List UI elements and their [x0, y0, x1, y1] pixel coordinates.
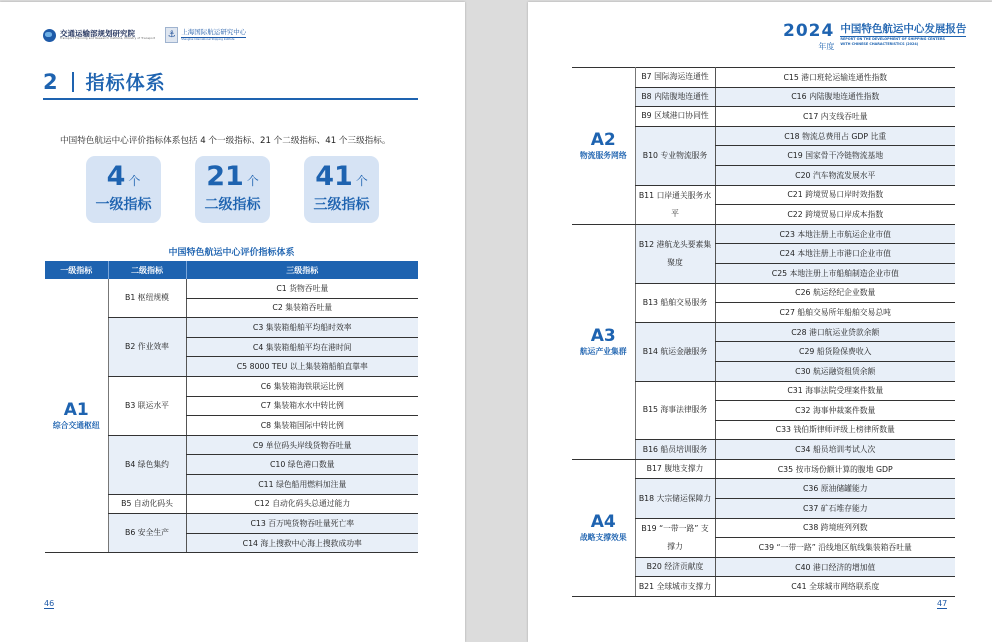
- report-title-en-2: WITH CHINESE CHARACTERISTICS (2024): [840, 42, 919, 46]
- c-cell: C21 跨境贸易口岸时效指数: [715, 185, 955, 205]
- stat-label: 二级指标: [204, 197, 261, 213]
- b-cell: B5 自动化码头: [108, 494, 186, 514]
- b-cell: B14 航运金融服务: [635, 322, 715, 381]
- chapter-divider: [72, 72, 74, 92]
- c-cell: C39 “一带一路” 沿线地区航线集装箱吞吐量: [715, 538, 955, 558]
- b-cell: B19 “一带一路” 支撑力: [635, 518, 715, 557]
- logo2-title: 上海国际航运研究中心: [181, 28, 247, 37]
- a-code: A1: [63, 399, 89, 420]
- c-cell: C26 航运经纪企业数量: [715, 283, 955, 303]
- table-header-row: [45, 261, 418, 279]
- table-title: 中国特色航运中心评价指标体系: [168, 248, 295, 258]
- intro-text: 中国特色航运中心评价指标体系包括 4 个一级指标、21 个二级指标、41 个三级指标。: [60, 136, 391, 146]
- chapter-title: 指标体系: [85, 72, 166, 94]
- a-name: 航运产业集群: [579, 346, 627, 356]
- b-cell: B8 内陆腹地连通性: [635, 87, 715, 107]
- b-cell: B4 绿色集约: [108, 435, 186, 494]
- a-code: A3: [590, 325, 616, 346]
- stat-value: 41: [315, 161, 353, 192]
- stat-unit: 个: [246, 174, 259, 188]
- c-cell: C33 钱伯斯律师评级上榜律所数量: [715, 420, 955, 440]
- report-header: [783, 22, 966, 52]
- stat-unit: 个: [128, 174, 141, 188]
- c-cell: C13 百万吨货物吞吐量死亡率: [186, 514, 418, 534]
- b-cell: B7 国际海运连通性: [635, 68, 715, 88]
- c-cell: C41 全球城市网络联系度: [715, 577, 955, 597]
- c-cell: C5 8000 TEU 以上集装箱船舶直靠率: [186, 357, 418, 377]
- b-cell: B12 港航龙头要素集聚度: [635, 224, 715, 283]
- b-cell: B6 安全生产: [108, 514, 186, 553]
- stat-level2: [195, 156, 270, 223]
- c-cell: C38 跨境班列列数: [715, 518, 955, 538]
- header-level3: 三级指标: [186, 261, 418, 279]
- c-cell: C6 集装箱海铁联运比例: [186, 376, 418, 396]
- stat-level3: [304, 156, 379, 223]
- c-cell: C35 按市场份额计算的腹地 GDP: [715, 459, 955, 479]
- report-year: 2024: [783, 21, 835, 41]
- c-cell: C20 汽车物流发展水平: [715, 165, 955, 185]
- c-cell: C30 航运融资租赁余额: [715, 361, 955, 381]
- a-code: A4: [590, 511, 616, 532]
- c-cell: C16 内陆腹地连通性指数: [715, 87, 955, 107]
- c-cell: C15 港口班轮运输连通性指数: [715, 68, 955, 88]
- b-cell: B13 船舶交易服务: [635, 283, 715, 322]
- table-row: [572, 68, 955, 88]
- report-title: 中国特色航运中心发展报告: [840, 23, 967, 35]
- indicator-table-left: [45, 261, 418, 553]
- logo-sisi: [165, 27, 246, 43]
- logo2-subtitle: Shanghai International Shipping Institute: [181, 37, 235, 41]
- c-cell: C3 集装箱船舶平均船时效率: [186, 318, 418, 338]
- page-left: [0, 2, 465, 642]
- c-cell: C12 自动化码头总通过能力: [186, 494, 418, 514]
- c-cell: C28 港口航运业贷款余额: [715, 322, 955, 342]
- c-cell: C1 货物吞吐量: [186, 279, 418, 298]
- c-cell: C23 本地注册上市航运企业市值: [715, 224, 955, 244]
- logo-tpri: [43, 29, 155, 42]
- c-cell: C11 绿色船用燃料加注量: [186, 474, 418, 494]
- indicator-table-right: [572, 67, 955, 597]
- stat-label: 一级指标: [95, 197, 152, 213]
- chapter-heading: [43, 68, 166, 95]
- a-name: 战略支撑效果: [579, 532, 627, 542]
- b-cell: B20 经济贡献度: [635, 557, 715, 577]
- page-number-right: 47: [937, 599, 948, 608]
- table-row: [572, 459, 955, 479]
- c-cell: C19 国家骨干冷链物流基地: [715, 146, 955, 166]
- a1-cell: [45, 279, 108, 553]
- c-cell: C40 港口经济的增加值: [715, 557, 955, 577]
- c-cell: C14 海上搜救中心海上搜救成功率: [186, 533, 418, 553]
- c-cell: C29 船货险保费收入: [715, 342, 955, 362]
- a-name: 综合交通枢纽: [52, 420, 100, 430]
- table-row: [45, 279, 418, 298]
- b-cell: B10 专业物流服务: [635, 126, 715, 185]
- report-year-suffix: 年度: [818, 42, 835, 51]
- b-cell: B18 大宗储运保障力: [635, 479, 715, 518]
- c-cell: C22 跨境贸易口岸成本指数: [715, 205, 955, 225]
- c-cell: C37 矿石堆存能力: [715, 499, 955, 519]
- anchor-logo-icon: ⚓: [165, 27, 178, 43]
- c-cell: C9 单位码头岸线货物吞吐量: [186, 435, 418, 455]
- b-cell: B3 联运水平: [108, 376, 186, 435]
- stat-level1: [86, 156, 161, 223]
- header-level1: 一级指标: [45, 261, 108, 279]
- c-cell: C36 原油储罐能力: [715, 479, 955, 499]
- a4-cell: [572, 459, 635, 596]
- header-logos: [43, 27, 246, 43]
- c-cell: C17 内支线吞吐量: [715, 107, 955, 127]
- c-cell: C4 集装箱船舶平均在港时间: [186, 337, 418, 357]
- c-cell: C18 物流总费用占 GDP 比重: [715, 126, 955, 146]
- stat-unit: 个: [355, 174, 368, 188]
- b-cell: B16 船员培训服务: [635, 440, 715, 460]
- table-row: [572, 224, 955, 244]
- logo1-title: 交通运输部规划研究院: [60, 28, 135, 38]
- chapter-rule: [43, 98, 418, 100]
- a2-cell: [572, 68, 635, 225]
- a-code: A2: [590, 129, 616, 150]
- report-title-en-1: REPORT ON THE DEVELOPMENT OF SHIPPING CENTERS: [840, 37, 945, 41]
- stat-value: 4: [106, 161, 126, 192]
- c-cell: C2 集装箱吞吐量: [186, 298, 418, 318]
- c-cell: C25 本地注册上市船舶制造企业市值: [715, 263, 955, 283]
- a3-cell: [572, 224, 635, 459]
- chapter-number: 2: [43, 69, 58, 94]
- c-cell: C8 集装箱国际中转比例: [186, 416, 418, 436]
- globe-logo-icon: [43, 29, 56, 42]
- header-level2: 二级指标: [108, 261, 186, 279]
- b-cell: B17 腹地支撑力: [635, 459, 715, 479]
- a-name: 物流服务网络: [579, 150, 627, 160]
- logo1-subtitle: Transport Planning and Research Institute, Ministry of Transport: [60, 37, 156, 41]
- b-cell: B2 作业效率: [108, 318, 186, 377]
- b-cell: B21 全球城市支撑力: [635, 577, 715, 597]
- c-cell: C24 本地注册上市港口企业市值: [715, 244, 955, 264]
- c-cell: C7 集装箱水水中转比例: [186, 396, 418, 416]
- c-cell: C32 海事仲裁案件数量: [715, 401, 955, 421]
- c-cell: C31 海事法院受理案件数量: [715, 381, 955, 401]
- stat-value: 21: [206, 161, 244, 192]
- page-number: 46: [44, 599, 55, 608]
- b-cell: B11 口岸通关服务水平: [635, 185, 715, 224]
- c-cell: C10 绿色港口数量: [186, 455, 418, 475]
- b-cell: B9 区域港口协同性: [635, 107, 715, 127]
- stat-label: 三级指标: [313, 197, 370, 213]
- b-cell: B15 海事法律服务: [635, 381, 715, 440]
- c-cell: C27 船舶交易所年船舶交易总吨: [715, 303, 955, 323]
- c-cell: C34 船员培训考试人次: [715, 440, 955, 460]
- b-cell: B1 枢纽规模: [108, 279, 186, 318]
